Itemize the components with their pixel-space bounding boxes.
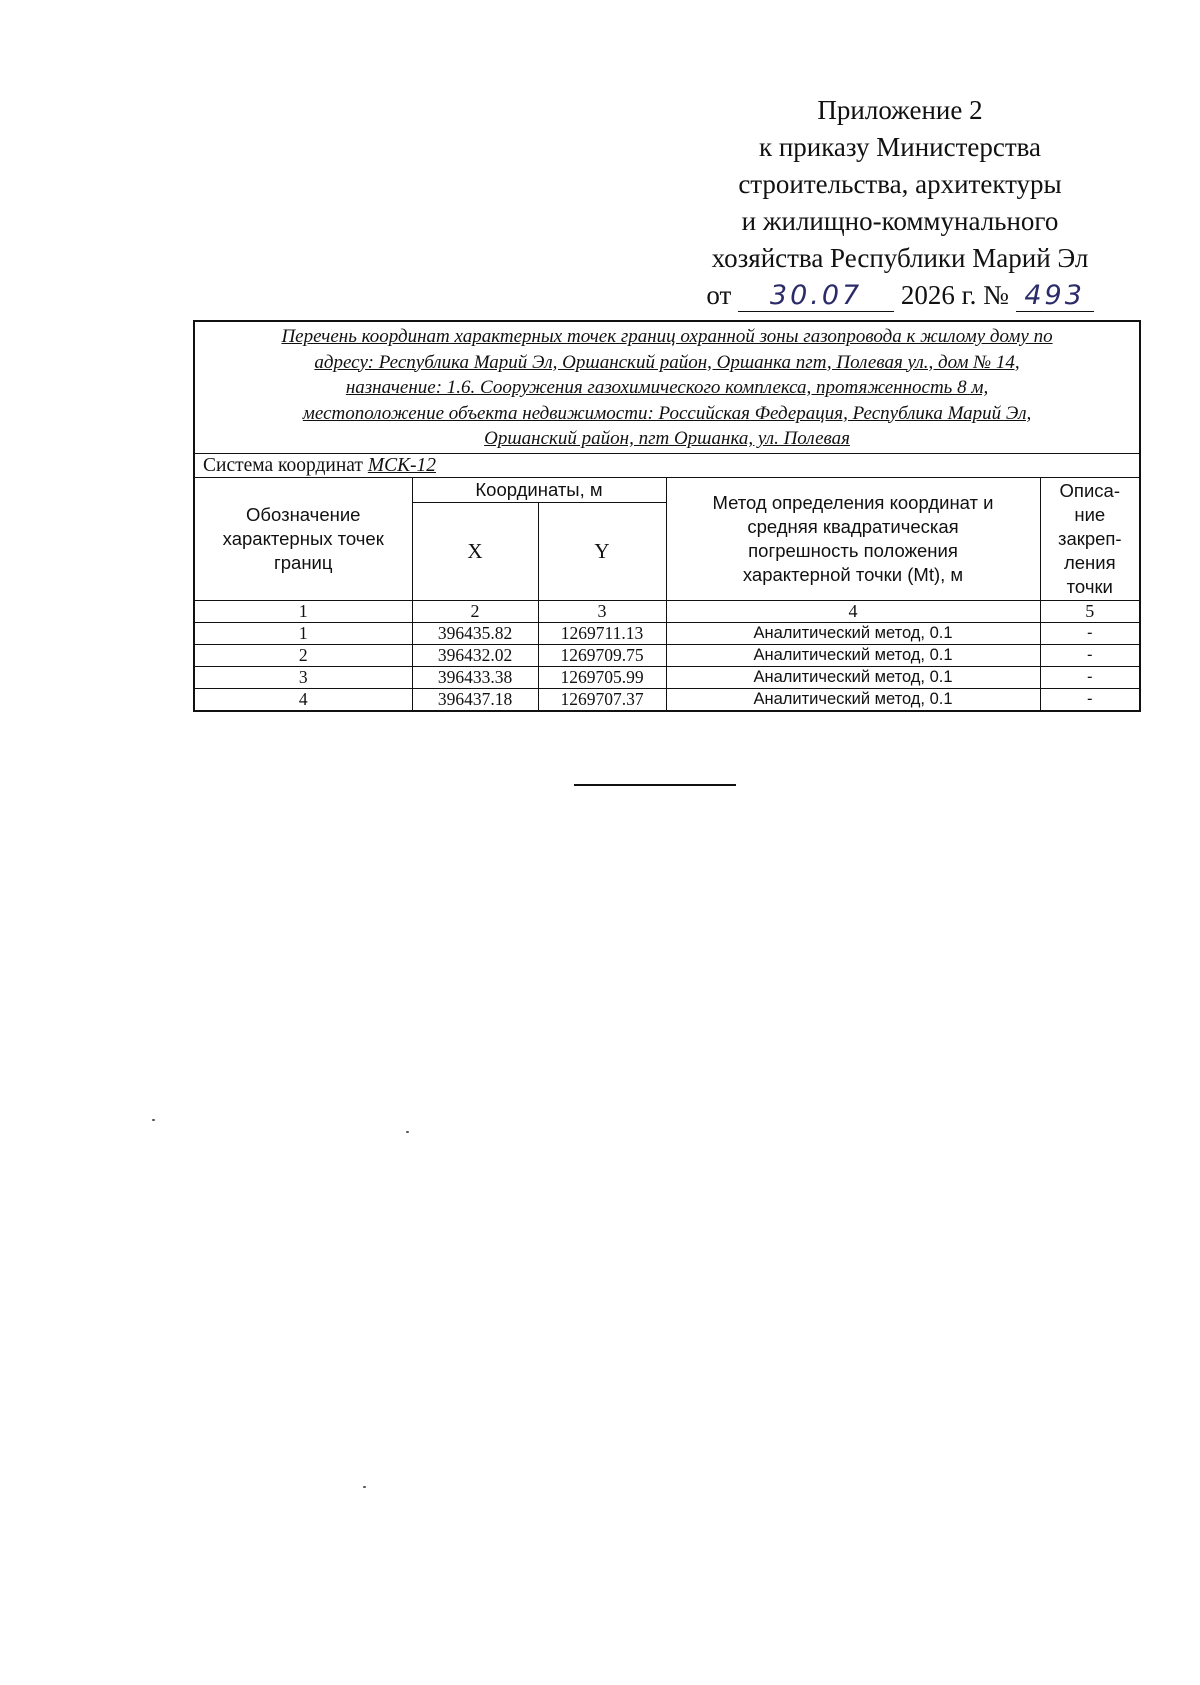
header-point-line: Обозначение <box>246 503 361 525</box>
header-y: Y <box>538 502 666 600</box>
order-date-line <box>680 277 1120 314</box>
cell-point: 3 <box>194 666 412 688</box>
order-number-field <box>1016 280 1094 312</box>
cell-description: - <box>1040 688 1140 711</box>
cell-point: 1 <box>194 622 412 644</box>
cell-method: Аналитический метод, 0.1 <box>666 622 1040 644</box>
cell-description: - <box>1040 644 1140 666</box>
header-desc-line: ние <box>1074 503 1106 525</box>
table-row <box>194 666 1140 688</box>
coordinates-table <box>193 320 1141 712</box>
table-caption <box>194 321 1140 453</box>
cell-y: 1269707.37 <box>538 688 666 711</box>
header-method-line: средняя квадратическая <box>747 515 959 537</box>
cell-method: Аналитический метод, 0.1 <box>666 688 1040 711</box>
coordinate-system <box>194 453 1140 477</box>
cell-method: Аналитический метод, 0.1 <box>666 644 1040 666</box>
appendix-line: хозяйства Республики Марий Эл <box>711 243 1089 273</box>
table-row <box>194 644 1140 666</box>
cell-y: 1269709.75 <box>538 644 666 666</box>
caption-line: Перечень координат характерных точек границ охранной зоны газопровода к жилому дому по <box>281 326 1053 347</box>
column-number: 1 <box>194 600 412 622</box>
cell-point: 2 <box>194 644 412 666</box>
header-coordinates: Координаты, м <box>412 477 666 502</box>
header-point <box>194 477 412 600</box>
scan-speck <box>406 1131 409 1133</box>
header-desc-line: закреп- <box>1057 527 1122 549</box>
cell-description: - <box>1040 622 1140 644</box>
column-number: 4 <box>666 600 1040 622</box>
column-numbers-row <box>194 600 1140 622</box>
header-method-line: Метод определения координат и <box>712 491 994 513</box>
handwritten-date: 30.07 <box>769 280 863 311</box>
header-x: X <box>412 502 538 600</box>
appendix-title: Приложение 2 <box>817 95 983 125</box>
coordinate-system-label: Система координат <box>203 454 363 476</box>
cell-y: 1269711.13 <box>538 622 666 644</box>
table-row <box>194 622 1140 644</box>
caption-line: назначение: 1.6. Сооружения газохимического комплекса, протяженность 8 м, <box>345 377 989 398</box>
caption-line: местоположение объекта недвижимости: Российская Федерация, Республика Марий Эл, <box>302 402 1032 424</box>
appendix-header <box>680 92 1120 314</box>
header-desc-line: ления <box>1063 551 1116 573</box>
header-method-line: характерной точки (Mt), м <box>742 563 964 585</box>
header-desc-line: точки <box>1066 575 1113 597</box>
cell-y: 1269705.99 <box>538 666 666 688</box>
cell-point: 4 <box>194 688 412 711</box>
coordinate-system-value: МСК-12 <box>367 454 437 476</box>
caption-line: адресу: Республика Марий Эл, Оршанский район, Оршанка пгт, Полевая ул., дом № 14, <box>314 351 1020 373</box>
cell-x: 396435.82 <box>412 622 538 644</box>
header-description <box>1040 477 1140 600</box>
appendix-line: строительства, архитектуры <box>738 169 1062 199</box>
header-method <box>666 477 1040 600</box>
date-prefix: от <box>706 280 732 310</box>
appendix-line: и жилищно-коммунального <box>741 206 1059 236</box>
header-point-line: границ <box>274 551 333 573</box>
column-number: 3 <box>538 600 666 622</box>
order-date-field <box>738 280 894 312</box>
caption-line: Оршанский район, пгт Оршанка, ул. Полевая <box>484 428 850 449</box>
scan-speck <box>363 1486 366 1488</box>
table-row <box>194 688 1140 711</box>
end-rule <box>574 784 736 786</box>
cell-method: Аналитический метод, 0.1 <box>666 666 1040 688</box>
appendix-line: к приказу Министерства <box>758 132 1042 162</box>
cell-x: 396437.18 <box>412 688 538 711</box>
scan-speck <box>152 1119 155 1121</box>
column-number: 5 <box>1040 600 1140 622</box>
cell-description: - <box>1040 666 1140 688</box>
cell-x: 396433.38 <box>412 666 538 688</box>
order-year: 2026 г. № <box>900 280 1009 310</box>
header-method-line: погрешность положения <box>748 539 958 561</box>
cell-x: 396432.02 <box>412 644 538 666</box>
header-point-line: характерных точек <box>222 527 384 549</box>
column-number: 2 <box>412 600 538 622</box>
header-desc-line: Описа- <box>1059 479 1120 501</box>
handwritten-number: 493 <box>1024 280 1085 311</box>
